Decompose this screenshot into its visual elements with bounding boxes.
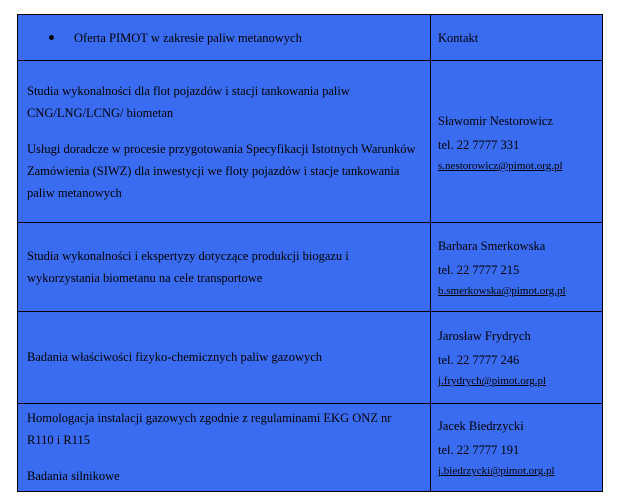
header-row — [18, 15, 603, 61]
service-text: Studia wykonalności dla flot pojazdów i stacji tankowania paliw CNG/LNG/LCNG/ biometan — [27, 83, 350, 120]
contact-header: Kontakt — [438, 30, 479, 45]
contact-phone: tel. 22 7777 191 — [438, 443, 520, 458]
service-text: Badania silnikowe — [27, 469, 120, 484]
contact-email-link[interactable]: j.biedrzycki@pimot.org.pl — [438, 465, 555, 478]
table-row — [18, 223, 603, 311]
contact-cell — [431, 223, 603, 311]
table-row — [18, 312, 603, 404]
service-text: Badania właściwości fizyko-chemicznych paliw gazowych — [27, 350, 323, 365]
offer-title-cell — [18, 15, 431, 61]
table-row — [18, 404, 603, 492]
offer-table — [17, 14, 603, 492]
contact-name: Sławomir Nestorowicz — [438, 113, 553, 128]
contact-email-link[interactable]: j.frydrych@pimot.org.pl — [438, 375, 546, 388]
contact-phone: tel. 22 7777 331 — [438, 137, 520, 152]
contact-cell — [431, 404, 603, 492]
contact-name: Jacek Biedrzycki — [438, 419, 524, 434]
contact-header-cell — [431, 15, 603, 61]
contact-cell — [431, 61, 603, 223]
service-text: Homologacja instalacji gazowych zgodnie z regulaminami EKG ONZ nr R110 i R115 — [27, 411, 392, 448]
contact-cell — [431, 312, 603, 404]
services-cell — [18, 61, 431, 223]
service-text: Usługi doradcze w procesie przygotowania Specyfikacji Istotnych Warunków Zamówienia (SIWZ) dla inwestycji we floty pojazdów i stacje tankowania paliw metanowych — [27, 141, 416, 200]
contact-name: Jarosław Frydrych — [438, 329, 531, 344]
contact-phone: tel. 22 7777 215 — [438, 263, 520, 277]
contact-phone: tel. 22 7777 246 — [438, 353, 520, 368]
bullet-icon — [49, 35, 54, 40]
service-text: Studia wykonalności i ekspertyzy dotyczące produkcji biogazu i wykorzystania biometanu na cele transportowe — [27, 249, 349, 285]
table-row — [18, 61, 603, 223]
services-cell — [18, 404, 431, 492]
offer-title: Oferta PIMOT w zakresie paliw metanowych — [74, 30, 302, 45]
contact-email-link[interactable]: s.nestorowicz@pimot.org.pl — [438, 159, 563, 172]
contact-name: Barbara Smerkowska — [438, 239, 546, 253]
services-cell — [18, 312, 431, 404]
services-cell — [18, 223, 431, 311]
contact-email-link[interactable]: b.smerkowska@pimot.org.pl — [438, 285, 566, 297]
